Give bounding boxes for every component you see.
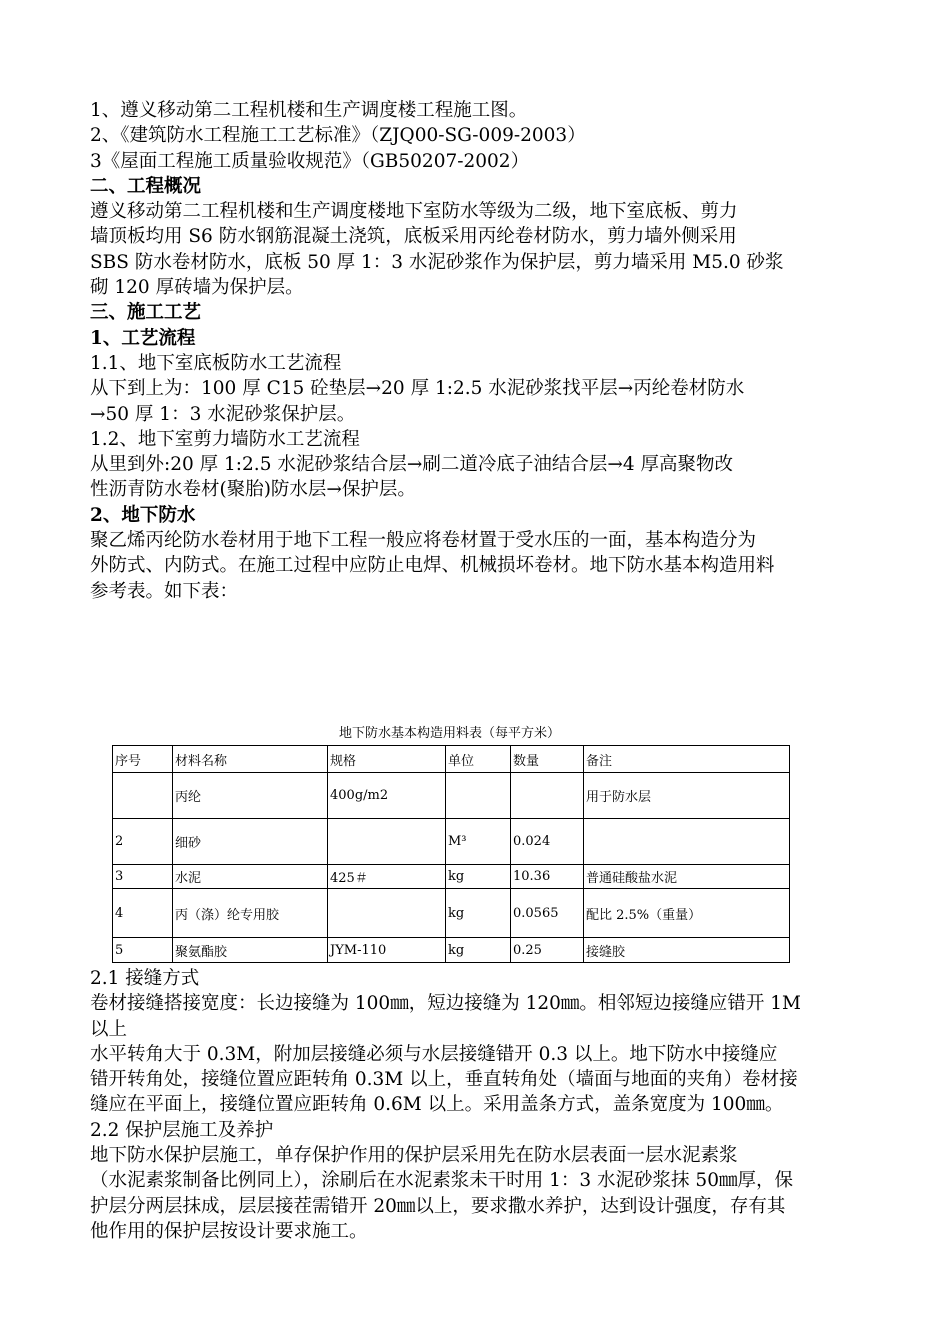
table-cell: 丙（涤）纶专用胶 [173,889,328,938]
table-cell: kg [446,889,511,938]
paragraph-line: →50 厚 1：3 水泥砂浆保护层。 [90,403,356,425]
document-body-top [90,98,895,604]
paragraph-line: 遵义移动第二工程机楼和生产调度楼地下室防水等级为二级，地下室底板、剪力 [90,201,738,223]
paragraph-line: 他作用的保护层按设计要求施工。 [90,1220,368,1242]
table-cell: JYM-110 [328,938,446,963]
table-cell [113,773,173,819]
table-header-row [113,746,790,773]
table-cell: M³ [446,819,511,865]
table-cell: 2 [113,819,173,865]
paragraph-line: 错开转角处，接缝位置应距转角 0.3M 以上，垂直转角处（墙面与地面的夹角）卷材接 [90,1069,798,1091]
paragraph-line: 墙顶板均用 S6 防水钢筋混凝土浇筑，底板采用丙纶卷材防水，剪力墙外侧采用 [90,226,737,248]
paragraph-line: 从里到外:20 厚 1:2.5 水泥砂浆结合层→刷二道冷底子油结合层→4 厚高聚物改 [90,454,733,476]
table-cell: 0.024 [511,819,584,865]
subheading-protection: 2.2 保护层施工及养护 [90,1119,274,1141]
table-cell: 普通硅酸盐水泥 [584,865,790,889]
header-cell: 单位 [446,746,511,773]
header-cell: 规格 [328,746,446,773]
reference-line: 2、《建筑防水工程施工工艺标准》（ZJQ00-SG-009-2003） [90,125,586,147]
table-cell [511,773,584,819]
table-cell: 聚氨酯胶 [173,938,328,963]
table-cell: 400g/m2 [328,773,446,819]
table-cell [328,889,446,938]
table-cell: 0.25 [511,938,584,963]
paragraph-line: 砌 120 厚砖墙为保护层。 [90,277,304,299]
subheading-underground-waterproof: 2、地下防水 [90,504,196,526]
section-heading-overview: 二、工程概况 [90,175,202,197]
table-cell: 425＃ [328,865,446,889]
table-cell: 细砂 [173,819,328,865]
subheading-flow: 1、工艺流程 [90,327,196,349]
reference-line: 1、遵义移动第二工程机楼和生产调度楼工程施工图。 [90,100,528,121]
table-row [113,819,790,865]
paragraph-line: 地下防水保护层施工，单存保护作用的保护层采用先在防水层表面一层水泥素浆 [90,1145,738,1167]
subheading-joints: 2.1 接缝方式 [90,968,200,989]
table-cell [584,819,790,865]
table-cell [328,819,446,865]
paragraph-line: （水泥素浆制备比例同上），涂刷后在水泥素浆未干时用 1：3 水泥砂浆抹 50㎜厚，保 [90,1170,793,1192]
materials-table [112,745,790,963]
table-row [113,865,790,889]
paragraph-line: 卷材接缝搭接宽度：长边接缝为 100㎜，短边接缝为 120㎜。相邻短边接缝应错开 1M [90,993,801,1015]
paragraph-line: SBS 防水卷材防水，底板 50 厚 1：3 水泥砂浆作为保护层，剪力墙采用 M5.0 砂浆 [90,251,784,273]
paragraph-line: 参考表。如下表： [90,580,239,602]
table-cell: 5 [113,938,173,963]
header-cell: 序号 [113,746,173,773]
table-cell: kg [446,865,511,889]
table-caption: 地下防水基本构造用料表（每平方米） [338,726,560,741]
paragraph-line: 聚乙烯丙纶防水卷材用于地下工程一般应将卷材置于受水压的一面，基本构造分为 [90,530,757,552]
header-cell: 备注 [584,746,790,773]
section-heading-process: 三、施工工艺 [90,302,202,324]
table-cell: 4 [113,889,173,938]
table-cell: 接缝胶 [584,938,790,963]
paragraph-line: 缝应在平面上，接缝位置应距转角 0.6M 以上。采用盖条方式，盖条宽度为 100㎜。 [90,1094,784,1116]
table-cell: 配比 2.5%（重量） [584,889,790,938]
paragraph-line: 护层分两层抹成，层层接茬需错开 20㎜以上，要求撒水养护，达到设计强度，存有其 [90,1195,786,1217]
table-cell: kg [446,938,511,963]
paragraph-line: 外防式、内防式。在施工过程中应防止电焊、机械损坏卷材。地下防水基本构造用料 [90,555,775,577]
table-row [113,773,790,819]
paragraph-line: 从下到上为：100 厚 C15 砼垫层→20 厚 1:2.5 水泥砂浆找平层→丙纶卷材防水 [90,378,745,400]
subheading-floor-flow: 1.1、地下室底板防水工艺流程 [90,352,342,374]
table-row [113,938,790,963]
paragraph-line: 以上 [90,1018,128,1040]
header-cell: 材料名称 [173,746,328,773]
table-cell: 3 [113,865,173,889]
table-cell: 0.0565 [511,889,584,938]
header-cell: 数量 [511,746,584,773]
paragraph-line: 水平转角大于 0.3M，附加层接缝必须与水层接缝错开 0.3 以上。地下防水中接缝应 [90,1043,778,1065]
subheading-wall-flow: 1.2、地下室剪力墙防水工艺流程 [90,428,360,450]
paragraph-line: 性沥青防水卷材(聚胎)防水层→保护层。 [90,479,416,501]
reference-line: 3《屋面工程施工质量验收规范》（GB50207-2002） [90,150,530,172]
table-cell: 丙纶 [173,773,328,819]
table-cell: 水泥 [173,865,328,889]
table-cell: 10.36 [511,865,584,889]
table-row [113,889,790,938]
table-cell: 用于防水层 [584,773,790,819]
table-cell [446,773,511,819]
document-body-bottom [90,966,895,1244]
